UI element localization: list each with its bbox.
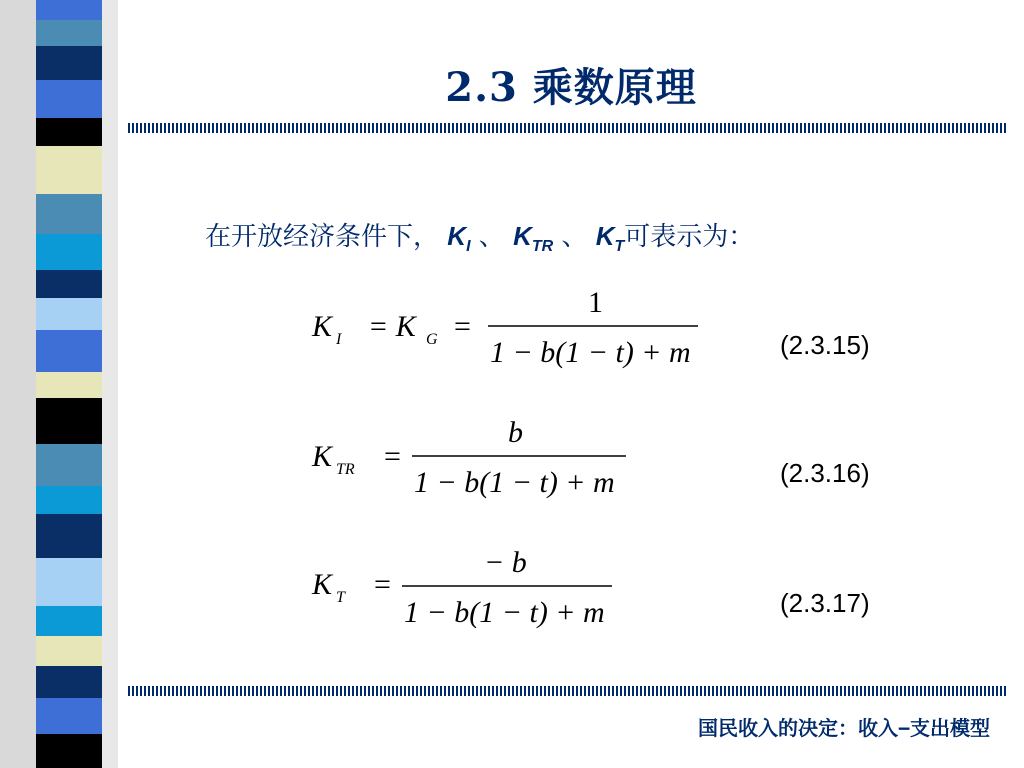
stripe-block xyxy=(36,486,102,514)
denominator: 1 − b(1 − t) + m xyxy=(414,466,615,499)
stripe-gray-left xyxy=(0,0,36,768)
lhs-symbol: K xyxy=(312,310,333,343)
stripe-block xyxy=(36,330,102,372)
intro-text xyxy=(205,216,754,256)
stripe-block xyxy=(36,234,102,270)
stripe-block xyxy=(36,118,102,146)
equation-2-3-16 xyxy=(300,416,720,508)
equation-label: (2.3.17) xyxy=(780,588,870,618)
stripe-block xyxy=(36,194,102,234)
middle-term: = K xyxy=(368,310,416,343)
stripe-block xyxy=(36,298,102,330)
separator: 、 xyxy=(561,222,588,252)
lhs-subscript: T xyxy=(336,589,345,606)
stripe-block xyxy=(36,606,102,636)
numerator: b xyxy=(508,416,523,449)
stripe-block xyxy=(36,398,102,444)
stripe-block xyxy=(36,636,102,666)
stripe-block xyxy=(36,20,102,46)
numerator: 1 xyxy=(588,286,603,319)
k-i-symbol: $K_I$ xyxy=(447,221,471,256)
stripe-block xyxy=(36,734,102,768)
equals-sign: = xyxy=(374,568,391,601)
bottom-divider xyxy=(128,686,1006,696)
stripe-block xyxy=(36,372,102,398)
stripe-gray-right xyxy=(102,0,118,768)
lhs-symbol: K xyxy=(312,440,333,473)
stripe-block xyxy=(36,558,102,606)
stripe-block xyxy=(36,270,102,298)
stripe-block xyxy=(36,514,102,558)
k-tr-symbol: $K_{TR}$ xyxy=(513,221,554,256)
numerator: − b xyxy=(484,546,527,579)
intro-tail: 可表示为： xyxy=(624,222,755,252)
middle-subscript: G xyxy=(426,331,438,348)
top-divider xyxy=(128,123,1006,133)
k-t-symbol: $K_T$ xyxy=(595,221,625,256)
equation-2-3-15 xyxy=(300,282,720,374)
lhs-subscript: TR xyxy=(336,461,355,478)
decorative-stripe xyxy=(0,0,118,768)
stripe-block xyxy=(36,698,102,734)
lhs-subscript: I xyxy=(336,331,342,348)
stripe-block xyxy=(36,444,102,486)
equals-sign: = xyxy=(454,310,471,343)
denominator: 1 − b(1 − t) + m xyxy=(490,336,691,369)
equation-2-3-17 xyxy=(300,546,720,638)
stripe-block xyxy=(36,666,102,698)
footer-text: 国民收入的决定：收入−支出模型 xyxy=(697,716,990,740)
equation-label: (2.3.16) xyxy=(780,458,870,488)
stripe-block xyxy=(36,0,102,20)
slide-title: 2.3 乘数原理 xyxy=(445,64,697,111)
separator: 、 xyxy=(478,222,505,252)
stripe-block xyxy=(36,146,102,194)
denominator: 1 − b(1 − t) + m xyxy=(404,596,605,629)
intro-lead: 在开放经济条件下， xyxy=(205,222,440,252)
lhs-symbol: K xyxy=(312,568,333,601)
equation-label: (2.3.15) xyxy=(780,330,870,360)
equals-sign: = xyxy=(384,440,401,473)
